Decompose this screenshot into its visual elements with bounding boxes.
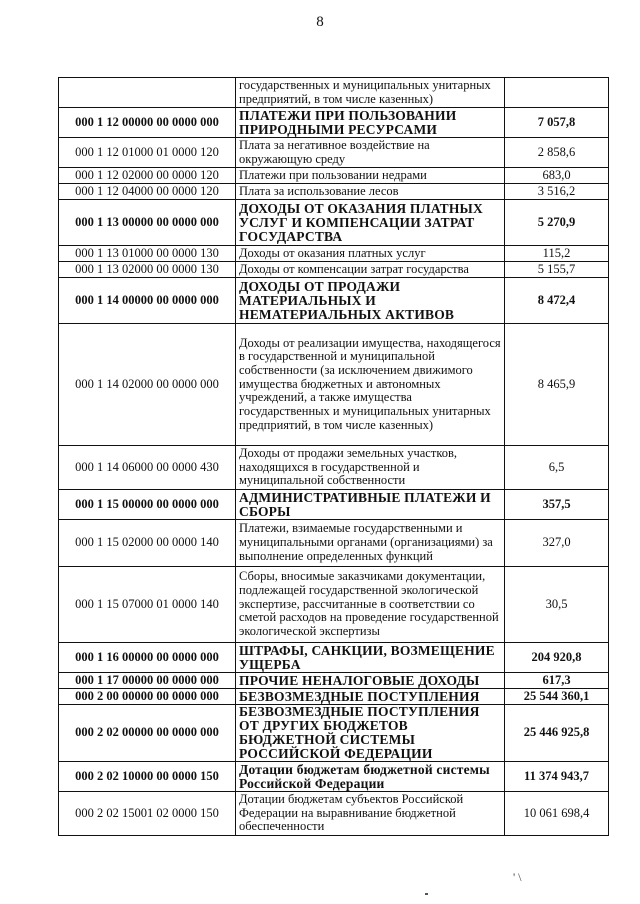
table-row bbox=[59, 520, 609, 567]
description-cell: БЕЗВОЗМЕЗДНЫЕ ПОСТУПЛЕНИЯ bbox=[236, 689, 505, 705]
table-row bbox=[59, 78, 609, 108]
amount-cell: 8 465,9 bbox=[505, 324, 609, 446]
table-row bbox=[59, 792, 609, 836]
table-row bbox=[59, 200, 609, 246]
budget-code-cell: 000 1 12 01000 01 0000 120 bbox=[59, 138, 236, 168]
budget-code-cell: 000 1 17 00000 00 0000 000 bbox=[59, 673, 236, 689]
amount-cell: 10 061 698,4 bbox=[505, 792, 609, 836]
table-row bbox=[59, 108, 609, 138]
table-row bbox=[59, 138, 609, 168]
table-row bbox=[59, 705, 609, 762]
budget-code-cell: 000 1 12 04000 00 0000 120 bbox=[59, 184, 236, 200]
table-row bbox=[59, 689, 609, 705]
table-row bbox=[59, 278, 609, 324]
footer-mark: ' \ bbox=[513, 870, 522, 884]
table-row bbox=[59, 168, 609, 184]
table-row bbox=[59, 324, 609, 446]
table-row bbox=[59, 643, 609, 673]
table-row bbox=[59, 446, 609, 490]
scan-dot bbox=[425, 893, 428, 895]
description-cell: Доходы от продажи земельных участков, находящихся в государственной и муниципальной собственности bbox=[236, 446, 505, 490]
budget-code-cell bbox=[59, 78, 236, 108]
amount-cell: 327,0 bbox=[505, 520, 609, 567]
table-row bbox=[59, 246, 609, 262]
amount-cell: 25 544 360,1 bbox=[505, 689, 609, 705]
description-cell: Дотации бюджетам субъектов Российской Федерации на выравнивание бюджетной обеспеченности bbox=[236, 792, 505, 836]
budget-code-cell: 000 1 16 00000 00 0000 000 bbox=[59, 643, 236, 673]
amount-cell: 3 516,2 bbox=[505, 184, 609, 200]
amount-cell: 357,5 bbox=[505, 490, 609, 520]
budget-code-cell: 000 1 15 02000 00 0000 140 bbox=[59, 520, 236, 567]
description-cell: Доходы от компенсации затрат государства bbox=[236, 262, 505, 278]
amount-cell: 11 374 943,7 bbox=[505, 762, 609, 792]
description-cell: ШТРАФЫ, САНКЦИИ, ВОЗМЕЩЕНИЕ УЩЕРБА bbox=[236, 643, 505, 673]
amount-cell: 7 057,8 bbox=[505, 108, 609, 138]
amount-cell: 25 446 925,8 bbox=[505, 705, 609, 762]
budget-code-cell: 000 1 13 00000 00 0000 000 bbox=[59, 200, 236, 246]
description-cell: БЕЗВОЗМЕЗДНЫЕ ПОСТУПЛЕНИЯ ОТ ДРУГИХ БЮДЖЕТОВ БЮДЖЕТНОЙ СИСТЕМЫ РОССИЙСКОЙ ФЕДЕРАЦИИ bbox=[236, 705, 505, 762]
budget-code-cell: 000 1 14 00000 00 0000 000 bbox=[59, 278, 236, 324]
description-cell: Платежи при пользовании недрами bbox=[236, 168, 505, 184]
budget-code-cell: 000 1 15 07000 01 0000 140 bbox=[59, 567, 236, 643]
table-row bbox=[59, 184, 609, 200]
budget-code-cell: 000 1 13 01000 00 0000 130 bbox=[59, 246, 236, 262]
table-row bbox=[59, 762, 609, 792]
description-cell: Сборы, вносимые заказчиками документации, подлежащей государственной экологической экспертизе, рассчитанные в соответствии со сметой расходов на проведение государственной экологической экспертизы bbox=[236, 567, 505, 643]
budget-code-cell: 000 2 02 00000 00 0000 000 bbox=[59, 705, 236, 762]
amount-cell: 2 858,6 bbox=[505, 138, 609, 168]
description-cell: Доходы от оказания платных услуг bbox=[236, 246, 505, 262]
amount-cell: 30,5 bbox=[505, 567, 609, 643]
budget-code-cell: 000 1 15 00000 00 0000 000 bbox=[59, 490, 236, 520]
revenue-table bbox=[58, 77, 609, 836]
amount-cell: 8 472,4 bbox=[505, 278, 609, 324]
amount-cell: 204 920,8 bbox=[505, 643, 609, 673]
description-cell: Плата за использование лесов bbox=[236, 184, 505, 200]
amount-cell: 115,2 bbox=[505, 246, 609, 262]
budget-code-cell: 000 2 02 15001 02 0000 150 bbox=[59, 792, 236, 836]
description-cell: Доходы от реализации имущества, находящегося в государственной и муниципальной собственности (за исключением движимого имущества бюджетных и автономных учреждений, а также имущества государственных и муниципальных унитарных предприятий, в том числе казенных) bbox=[236, 324, 505, 446]
page-number: 8 bbox=[316, 14, 324, 30]
budget-code-cell: 000 2 02 10000 00 0000 150 bbox=[59, 762, 236, 792]
amount-cell: 5 155,7 bbox=[505, 262, 609, 278]
description-cell: Платежи, взимаемые государственными и муниципальными органами (организациями) за выполнение определенных функций bbox=[236, 520, 505, 567]
table-row bbox=[59, 490, 609, 520]
description-cell: Дотации бюджетам бюджетной системы Российской Федерации bbox=[236, 762, 505, 792]
description-cell: государственных и муниципальных унитарных предприятий, в том числе казенных) bbox=[236, 78, 505, 108]
table-row bbox=[59, 262, 609, 278]
description-cell: ПРОЧИЕ НЕНАЛОГОВЫЕ ДОХОДЫ bbox=[236, 673, 505, 689]
budget-code-cell: 000 1 12 00000 00 0000 000 bbox=[59, 108, 236, 138]
description-cell: ПЛАТЕЖИ ПРИ ПОЛЬЗОВАНИИ ПРИРОДНЫМИ РЕСУРСАМИ bbox=[236, 108, 505, 138]
table-row bbox=[59, 673, 609, 689]
budget-code-cell: 000 1 12 02000 00 0000 120 bbox=[59, 168, 236, 184]
amount-cell: 617,3 bbox=[505, 673, 609, 689]
description-cell: ДОХОДЫ ОТ ОКАЗАНИЯ ПЛАТНЫХ УСЛУГ И КОМПЕНСАЦИИ ЗАТРАТ ГОСУДАРСТВА bbox=[236, 200, 505, 246]
description-cell: Плата за негативное воздействие на окружающую среду bbox=[236, 138, 505, 168]
budget-code-cell: 000 1 14 02000 00 0000 000 bbox=[59, 324, 236, 446]
revenue-table-body bbox=[59, 78, 609, 836]
description-cell: ДОХОДЫ ОТ ПРОДАЖИ МАТЕРИАЛЬНЫХ И НЕМАТЕРИАЛЬНЫХ АКТИВОВ bbox=[236, 278, 505, 324]
budget-code-cell: 000 2 00 00000 00 0000 000 bbox=[59, 689, 236, 705]
amount-cell bbox=[505, 78, 609, 108]
budget-code-cell: 000 1 13 02000 00 0000 130 bbox=[59, 262, 236, 278]
table-row bbox=[59, 567, 609, 643]
description-cell: АДМИНИСТРАТИВНЫЕ ПЛАТЕЖИ И СБОРЫ bbox=[236, 490, 505, 520]
amount-cell: 5 270,9 bbox=[505, 200, 609, 246]
amount-cell: 6,5 bbox=[505, 446, 609, 490]
budget-code-cell: 000 1 14 06000 00 0000 430 bbox=[59, 446, 236, 490]
amount-cell: 683,0 bbox=[505, 168, 609, 184]
